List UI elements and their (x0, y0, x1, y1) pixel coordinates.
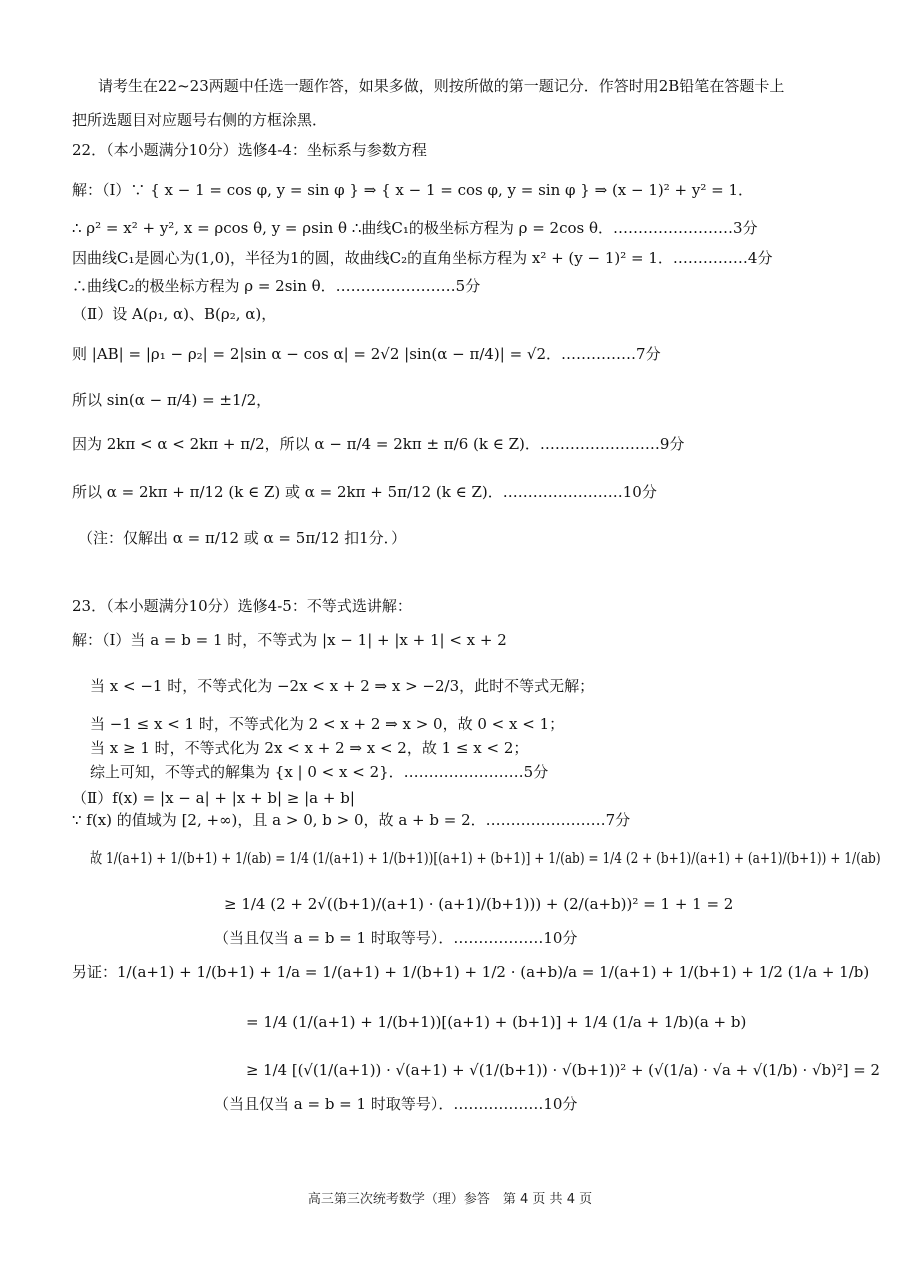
q22-step-2: ∴ ρ² = x² + y², x = ρcos θ, y = ρsin θ ∴曲线C₁的极坐标方程为 ρ = 2cos θ．……………………3分 (72, 219, 758, 237)
q22-part2-ab: 则 |AB| = |ρ₁ − ρ₂| = 2|sin α − cos α| = 2√2 |sin(α − π/4)| = √2．……………7分 (72, 345, 661, 363)
q23-heading: 23．（本小题满分10分）选修4-5：不等式选讲解： (72, 597, 412, 615)
q22-heading: 22．（本小题满分10分）选修4-4：坐标系与参数方程 (72, 141, 427, 159)
q22-part2-alpha: 所以 α = 2kπ + π/12 (k ∈ Z) 或 α = 2kπ + 5π/12 (k ∈ Z)．……………………10分 (72, 483, 657, 501)
instruction-line-2: 把所选题目对应题号右侧的方框涂黑． (72, 111, 328, 129)
q22-part2-sin: 所以 sin(α − π/4) = ±1/2， (72, 391, 272, 409)
instruction-line-1: 请考生在22~23两题中任选一题作答，如果多做，则按所做的第一题记分．作答时用2B铅笔在答题卡上 (98, 77, 785, 95)
q23-case-1: 当 x < −1 时，不等式化为 −2x < x + 2 ⇒ x > −2/3，此时不等式无解； (90, 677, 595, 695)
q23-alt-proof-3: ≥ 1/4 [(√(1/(a+1)) · √(a+1) + √(1/(b+1)) · √(b+1))² + (√(1/a) · √a + √(1/b) · √b)²] = 2 (246, 1061, 880, 1079)
q23-part1-intro: 解：（Ⅰ）当 a = b = 1 时，不等式为 |x − 1| + |x + 1| < x + 2 (72, 631, 507, 649)
q22-part2-range: 因为 2kπ < α < 2kπ + π/2，所以 α − π/4 = 2kπ ± π/6 (k ∈ Z)．……………………9分 (72, 435, 685, 453)
q23-part2-range: ∵ f(x) 的值域为 [2, +∞)，且 a > 0, b > 0，故 a + b = 2．……………………7分 (72, 811, 631, 829)
q22-note: （注：仅解出 α = π/12 或 α = 5π/12 扣1分．） (78, 529, 407, 547)
page-footer: 高三第三次统考数学（理）参答 第 4 页 共 4 页 (307, 1192, 593, 1207)
q23-alt-equality: （当且仅当 a = b = 1 时取等号）．………………10分 (214, 1095, 578, 1113)
q23-alt-proof-1: 另证：1/(a+1) + 1/(b+1) + 1/a = 1/(a+1) + 1/(b+1) + 1/2 · (a+b)/a = 1/(a+1) + 1/(b+1) + 1/2 (1/a + 1/b) (72, 963, 870, 981)
q23-alt-proof-2: = 1/4 (1/(a+1) + 1/(b+1))[(a+1) + (b+1)] + 1/4 (1/a + 1/b)(a + b) (246, 1013, 747, 1031)
q23-solution-set: 综上可知，不等式的解集为 {x | 0 < x < 2}．……………………5分 (90, 763, 549, 781)
q22-part2-intro: （Ⅱ）设 A(ρ₁, α)、B(ρ₂, α)， (72, 305, 277, 323)
q22-step-1: 解：（Ⅰ）∵ { x − 1 = cos φ, y = sin φ } ⇒ { x − 1 = cos φ, y = sin φ } ⇒ (x − 1)² + y² = 1． (72, 181, 754, 199)
q23-part2-f: （Ⅱ）f(x) = |x − a| + |x + b| ≥ |a + b| (72, 789, 355, 807)
q23-case-3: 当 x ≥ 1 时，不等式化为 2x < x + 2 ⇒ x < 2，故 1 ≤ x < 2； (90, 739, 529, 757)
q23-part2-bound: ≥ 1/4 (2 + 2√((b+1)/(a+1) · (a+1)/(b+1))) + (2/(a+b))² = 1 + 1 = 2 (224, 895, 734, 913)
q23-part2-equality: （当且仅当 a = b = 1 时取等号）．………………10分 (214, 929, 578, 947)
q22-step-4: ∴曲线C₂的极坐标方程为 ρ = 2sin θ．……………………5分 (72, 277, 481, 295)
q22-step-3: 因曲线C₁是圆心为(1,0)，半径为1的圆，故曲线C₂的直角坐标方程为 x² + (y − 1)² = 1．……………4分 (72, 249, 773, 267)
q23-part2-expr: 故 1/(a+1) + 1/(b+1) + 1/(ab) = 1/4 (1/(a+1) + 1/(b+1))[(a+1) + (b+1)] + 1/(ab) = 1/4 (2 + (b+1)/(a+1) + (a+1)/(b+1)) + 1/(ab) (90, 849, 881, 867)
q23-case-2: 当 −1 ≤ x < 1 时，不等式化为 2 < x + 2 ⇒ x > 0，故 0 < x < 1； (90, 715, 565, 733)
